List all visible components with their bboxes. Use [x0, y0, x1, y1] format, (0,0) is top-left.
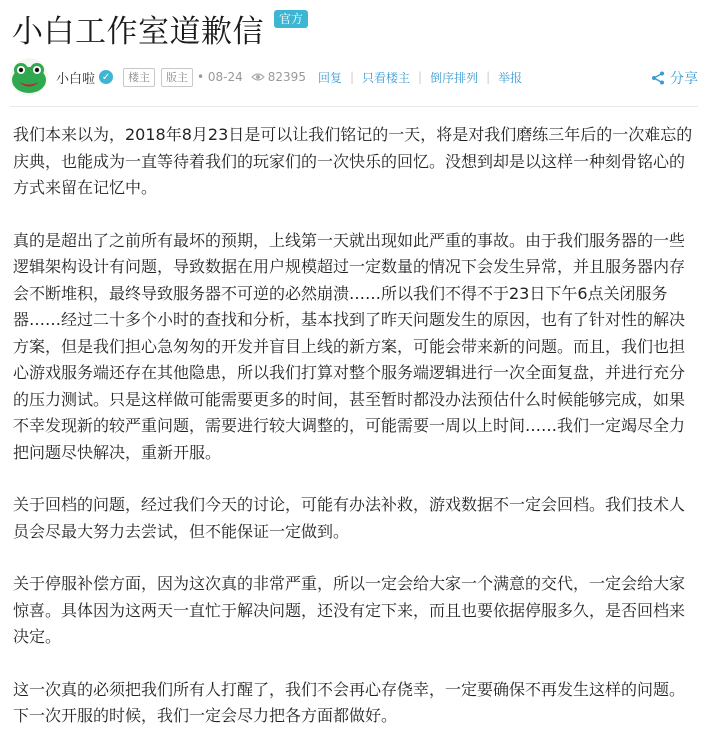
post-meta	[10, 58, 698, 96]
post-date: • 08-24	[197, 70, 243, 84]
paragraph: 关于停服补偿方面，因为这次真的非常严重，所以一定会给大家一个满意的交代，一定会给大家惊喜。具体因为这两天一直忙于解决问题，还没有定下来，而且也要依据停服多久，是否回档来决定。	[13, 574, 686, 646]
paragraph: 我们本来以为，2018年8月23日是可以让我们铭记的一天，将是对我们磨练三年后的一次难忘的庆典，也能成为一直等待着我们的玩家们的一次快乐的回忆。没想到却是以这样一种刻骨铭心的方式来留在记忆中。	[13, 125, 693, 197]
share-button[interactable]	[651, 68, 698, 88]
post-content	[13, 122, 693, 756]
divider	[10, 106, 698, 107]
reverse-order-link[interactable]: 倒序排列	[430, 70, 479, 85]
official-badge: 官方	[274, 10, 308, 28]
role-tag-moderator: 版主	[161, 68, 193, 87]
title-row	[12, 6, 308, 50]
separator: |	[349, 70, 355, 84]
view-count: 82395	[267, 70, 306, 84]
paragraph: 这一次真的必须把我们所有人打醒了，我们不会再心存侥幸，一定要确保不再发生这样的问题。下一次开服的时候，我们一定会尽力把各方面都做好。	[13, 679, 686, 725]
avatar-frog-icon	[10, 58, 48, 96]
report-link[interactable]: 举报	[498, 70, 523, 85]
verified-icon: ✓	[99, 70, 113, 84]
reply-link[interactable]: 回复	[317, 70, 342, 85]
separator: |	[418, 70, 423, 84]
separator: |	[486, 70, 491, 84]
only-op-link[interactable]: 只看楼主	[362, 70, 411, 85]
paragraph: 关于回档的问题，经过我们今天的讨论，可能有办法补救，游戏数据不一定会回档。我们技术人员会尽最大努力去尝试，但不能保证一定做到。	[13, 495, 686, 541]
role-tag-op: 楼主	[123, 68, 155, 87]
share-label: 分享	[670, 71, 698, 87]
share-icon	[651, 71, 665, 85]
author-name[interactable]: 小白啦	[56, 71, 96, 87]
paragraph: 真的是超出了之前所有最坏的预期，上线第一天就出现如此严重的事故。由于我们服务器的一些逻辑架构设计有问题，导致数据在用户规模超过一定数量的情况下会发生异常，并且服务器内存会不断堆积，最终导致服务器不可逆的必然崩溃……所以我们不得不于23日下午6点关闭服务器……经过二十多个小时的查找和分析，基本找到了昨天问题发生的原因，也有了针对性的解决方案，但是我们担心急匆匆的开发并盲目上线的新方案，可能会带来新的问题。而且，我们也担心游戏服务端还存在其他隐患，所以我们打算对整个服务端逻辑进行一次全面复盘，并进行充分的压力测试。只是这样做可能需要更多的时间，甚至暂时都没办法预估什么时候能够完成，如果不幸发现新的较严重问题，需要进行较大调整的，可能需要一周以上时间……我们一定竭尽全力把问题尽快解决，重新开服。	[13, 230, 686, 462]
post-title: 小白工作室道歉信	[12, 13, 264, 50]
avatar[interactable]	[10, 58, 48, 96]
eye-icon	[251, 72, 265, 82]
